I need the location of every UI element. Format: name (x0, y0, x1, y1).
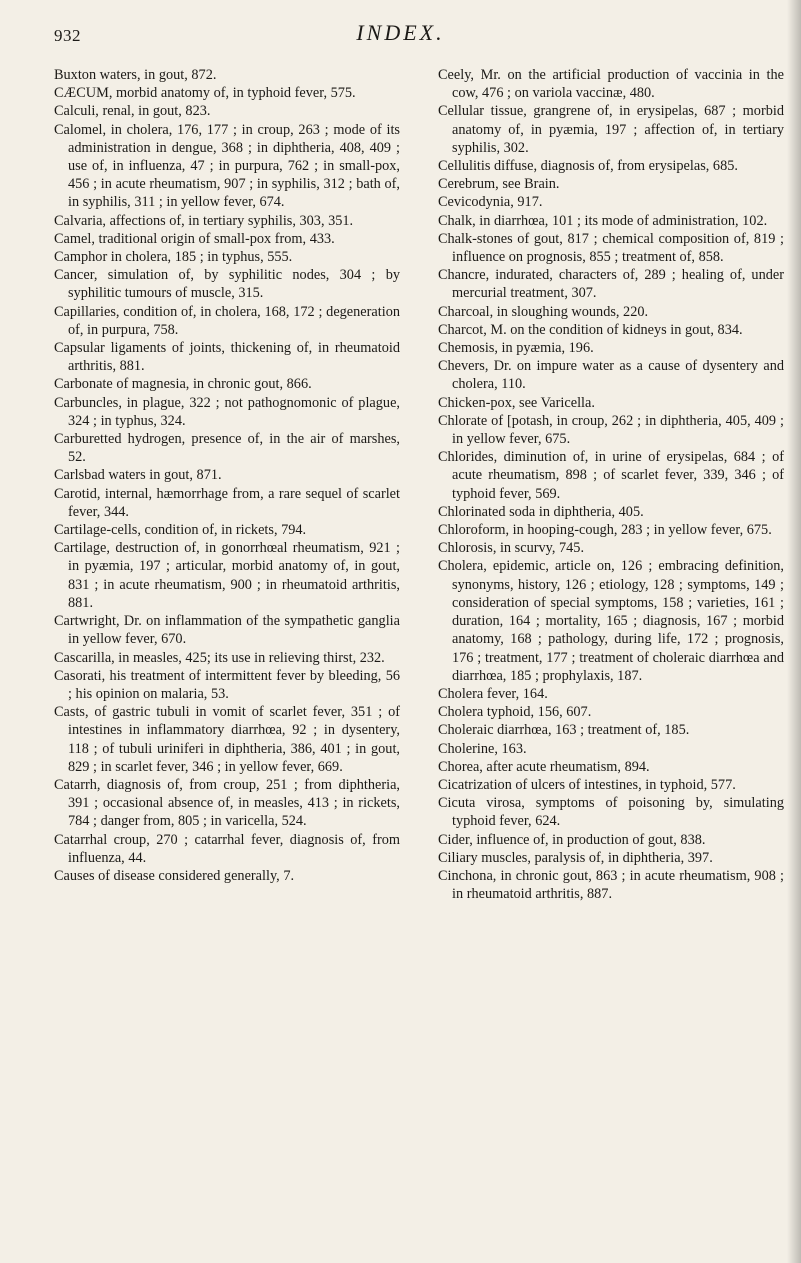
index-entry: Chloroform, in hooping-cough, 283 ; in yellow fever, 675. (438, 522, 772, 539)
index-entry: Cider, influence of, in production of gout, 838. (438, 831, 706, 848)
index-entry: Charcoal, in sloughing wounds, 220. (438, 303, 649, 320)
index-entry: Cholera, epidemic, article on, 126 ; embracing definition, synonyms, history, 126 ; etiology, 128 ; symptoms, 149 ; consideration of special symptoms, 158 ; varieties, 161 ; duration, 164 ; mortality, 165 ; diagnosis, 167 ; morbid anatomy, 168 ; pathology, during life, 172 ; prognosis, 176 ; treatment, 177 ; treatment of choleraic diarrhœa and diarrhœa, 185 ; prophylaxis, 187. (438, 558, 784, 684)
index-entry: Chlorinated soda in diphtheria, 405. (438, 503, 644, 520)
index-entry: Chlorides, diminution of, in urine of erysipelas, 684 ; of acute rheumatism, 898 ; of scarlet fever, 339, 346 ; of typhoid fever, 569. (438, 449, 784, 502)
running-head: INDEX. (356, 20, 445, 45)
index-entry: Capillaries, condition of, in cholera, 168, 172 ; degeneration of, in purpura, 758. (54, 303, 400, 338)
index-entry: Cinchona, in chronic gout, 863 ; in acute rheumatism, 908 ; in rheumatoid arthritis, 887. (438, 867, 784, 903)
index-entry: Calomel, in cholera, 176, 177 ; in croup, 263 ; mode of its administration in dengue, 368 ; in diphtheria, 408, 409 ; use of, in influenza, 47 ; in purpura, 762 ; in small-pox, 456 ; in acute rheumatism, 907 ; in syphilis, 312 ; bath of, in syphilis, 311 ; in yellow fever, 674. (54, 121, 400, 211)
index-entry: Ceely, Mr. on the artificial production of vaccinia in the cow, 476 ; on variola vaccinæ, 480. (438, 67, 784, 102)
index-column-right (438, 66, 784, 903)
index-entry: Cancer, simulation of, by syphilitic nodes, 304 ; by syphilitic tumours of muscle, 315. (54, 267, 400, 302)
index-entry: CÆCUM, morbid anatomy of, in typhoid fever, 575. (54, 85, 356, 102)
index-entry: Chlorosis, in scurvy, 745. (438, 540, 585, 557)
index-entry: Cascarilla, in measles, 425; its use in relieving thirst, 232. (54, 649, 385, 666)
page-number: 932 (54, 26, 81, 45)
page-header (0, 6, 801, 46)
index-entry: Carlsbad waters in gout, 871. (54, 467, 222, 484)
index-entry: Cholerine, 163. (438, 740, 527, 757)
index-column-left (54, 66, 400, 885)
index-entry: Chevers, Dr. on impure water as a cause of dysentery and cholera, 110. (438, 358, 784, 393)
index-entry: Carburetted hydrogen, presence of, in the air of marshes, 52. (54, 431, 400, 466)
index-entry: Chicken-pox, see Varicella. (438, 394, 595, 411)
index-entry: Casts, of gastric tubuli in vomit of scarlet fever, 351 ; of intestines in inflammatory diarrhœa, 92 ; in dysentery, 118 ; of tubuli uriniferi in diphtheria, 386, 401 ; in gout, 829 ; in scarlet fever, 346 ; in yellow fever, 669. (54, 704, 400, 775)
index-entry: Carbuncles, in plague, 322 ; not pathognomonic of plague, 324 ; in typhus, 324. (54, 394, 400, 429)
index-entry: Camel, traditional origin of small-pox from, 433. (54, 230, 335, 247)
index-entry: Causes of disease considered generally, 7. (54, 867, 295, 884)
index-entry: Charcot, M. on the condition of kidneys in gout, 834. (438, 321, 743, 338)
index-entry: Cicatrization of ulcers of intestines, in typhoid, 577. (438, 776, 736, 793)
index-entry: Casorati, his treatment of intermittent fever by bleeding, 56 ; his opinion on malaria, 53. (54, 667, 400, 702)
index-entry: Cholera fever, 164. (438, 685, 548, 702)
index-entry: Camphor in cholera, 185 ; in typhus, 555. (54, 249, 293, 266)
index-entry: Cicuta virosa, symptoms of poisoning by, simulating typhoid fever, 624. (438, 795, 784, 830)
index-entry: Chancre, indurated, characters of, 289 ; healing of, under mercurial treatment, 307. (438, 267, 784, 302)
index-entry: Capsular ligaments of joints, thickening of, in rheumatoid arthritis, 881. (54, 340, 400, 375)
index-entry: Chorea, after acute rheumatism, 894. (438, 758, 650, 775)
index-entry: Chlorate of [potash, in croup, 262 ; in diphtheria, 405, 409 ; in yellow fever, 675. (438, 412, 784, 448)
index-entry: Catarrh, diagnosis of, from croup, 251 ; from diphtheria, 391 ; occasional absence of, in measles, 413 ; in rickets, 784 ; danger from, 805 ; in varicella, 524. (54, 776, 400, 830)
index-entry: Cellulitis diffuse, diagnosis of, from erysipelas, 685. (438, 158, 738, 175)
index-entry: Cellular tissue, grangrene of, in erysipelas, 687 ; morbid anatomy of, in pyæmia, 197 ; affection of, in tertiary syphilis, 302. (438, 103, 784, 156)
page-edge-shadow (787, 0, 801, 1263)
index-entry: Calculi, renal, in gout, 823. (54, 103, 211, 120)
index-entry: Ciliary muscles, paralysis of, in diphtheria, 397. (438, 849, 713, 866)
index-entry: Chemosis, in pyæmia, 196. (438, 340, 594, 357)
index-entry: Catarrhal croup, 270 ; catarrhal fever, diagnosis of, from influenza, 44. (54, 831, 400, 866)
index-entry: Calvaria, affections of, in tertiary syphilis, 303, 351. (54, 212, 354, 229)
index-entry: Chalk-stones of gout, 817 ; chemical composition of, 819 ; influence on prognosis, 855 ; treatment of, 858. (438, 230, 784, 266)
index-entry: Cerebrum, see Brain. (438, 176, 560, 193)
index-entry: Cartwright, Dr. on inflammation of the sympathetic ganglia in yellow fever, 670. (54, 613, 400, 648)
index-entry: Cartilage-cells, condition of, in rickets, 794. (54, 522, 307, 539)
index-entry: Carotid, internal, hæmorrhage from, a rare sequel of scarlet fever, 344. (54, 485, 400, 520)
index-entry: Cartilage, destruction of, in gonorrhœal rheumatism, 921 ; in pyæmia, 197 ; articular, morbid anatomy of, in gout, 831 ; in acute rheumatism, 900 ; in rheumatoid arthritis, 881. (54, 540, 400, 611)
index-entry: Cevicodynia, 917. (438, 194, 543, 211)
index-entry: Chalk, in diarrhœa, 101 ; its mode of administration, 102. (438, 212, 768, 229)
index-entry: Cholera typhoid, 156, 607. (438, 704, 592, 721)
index-entry: Carbonate of magnesia, in chronic gout, 866. (54, 376, 312, 393)
index-entry: Buxton waters, in gout, 872. (54, 67, 217, 83)
index-entry: Choleraic diarrhœa, 163 ; treatment of, 185. (438, 722, 690, 739)
